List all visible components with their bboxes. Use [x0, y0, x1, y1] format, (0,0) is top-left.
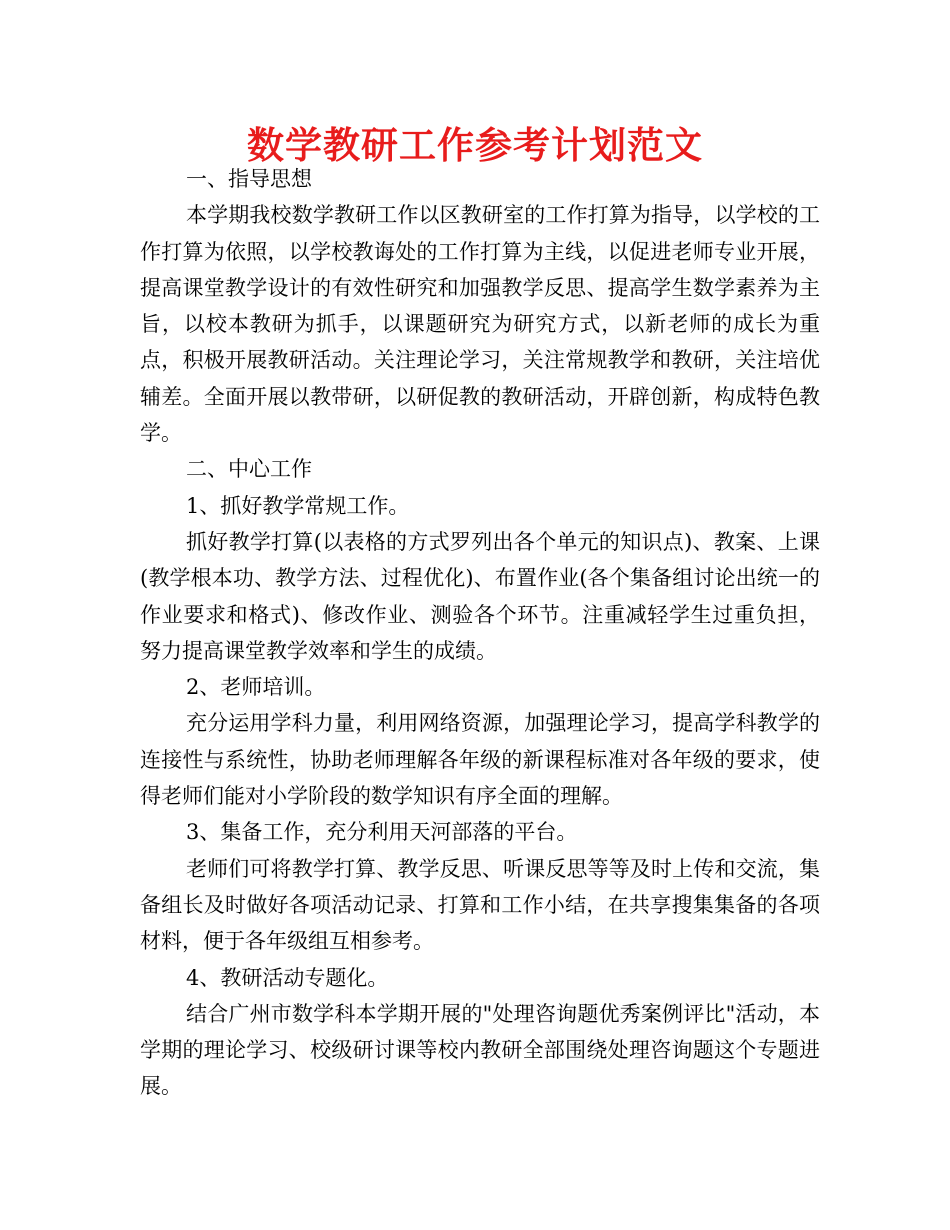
subheading-collective-preparation: 3、集备工作，充分利用天河部落的平台。 — [186, 820, 578, 845]
heading-guiding-ideology: 一、指导思想 — [186, 167, 312, 191]
subheading-teaching-routine: 1、抓好教学常规工作。 — [186, 493, 410, 518]
subheading-teacher-training: 2、老师培训。 — [186, 675, 326, 700]
heading-central-work: 二、中心工作 — [186, 457, 312, 482]
document-body — [140, 161, 820, 1105]
paragraph-research-topics: 结合广州市数学科本学期开展的"处理咨询题优秀案例评比"活动，本学期的理论学习、校级研讨课等校内教研全部围绕处理咨询题这个专题进展。 — [140, 1001, 820, 1099]
document-title: 数学教研工作参考计划范文 — [247, 123, 703, 167]
paragraph-collective-preparation: 老师们可将教学打算、教学反思、听课反思等等及时上传和交流，集备组长及时做好各项活动记录、打算和工作小结，在共享搜集集备的各项材料，便于各年级组互相参考。 — [140, 856, 820, 954]
paragraph-guiding-ideology: 本学期我校数学教研工作以区教研室的工作打算为指导，以学校的工作打算为依照，以学校教诲处的工作打算为主线，以促进老师专业开展，提高课堂教学设计的有效性研究和加强教学反思、提高学生数学素养为主旨，以校本教研为抓手，以课题研究为研究方式，以新老师的成长为重点，积极开展教研活动。关注理论学习，关注常规教学和教研，关注培优辅差。全面开展以教带研，以研促教的教研活动，开辟创新，构成特色教学。 — [140, 203, 820, 446]
paragraph-teaching-routine: 抓好教学打算(以表格的方式罗列出各个单元的知识点)、教案、上课(教学根本功、教学方法、过程优化)、布置作业(各个集备组讨论出统一的作业要求和格式)、修改作业、测验各个环节。注重减轻学生过重负担，努力提高课堂教学效率和学生的成绩。 — [140, 529, 820, 663]
paragraph-teacher-training: 充分运用学科力量，利用网络资源，加强理论学习，提高学科教学的连接性与系统性，协助老师理解各年级的新课程标准对各年级的要求，使得老师们能对小学阶段的数学知识有序全面的理解。 — [140, 711, 820, 809]
subheading-research-topics: 4、教研活动专题化。 — [186, 965, 389, 990]
